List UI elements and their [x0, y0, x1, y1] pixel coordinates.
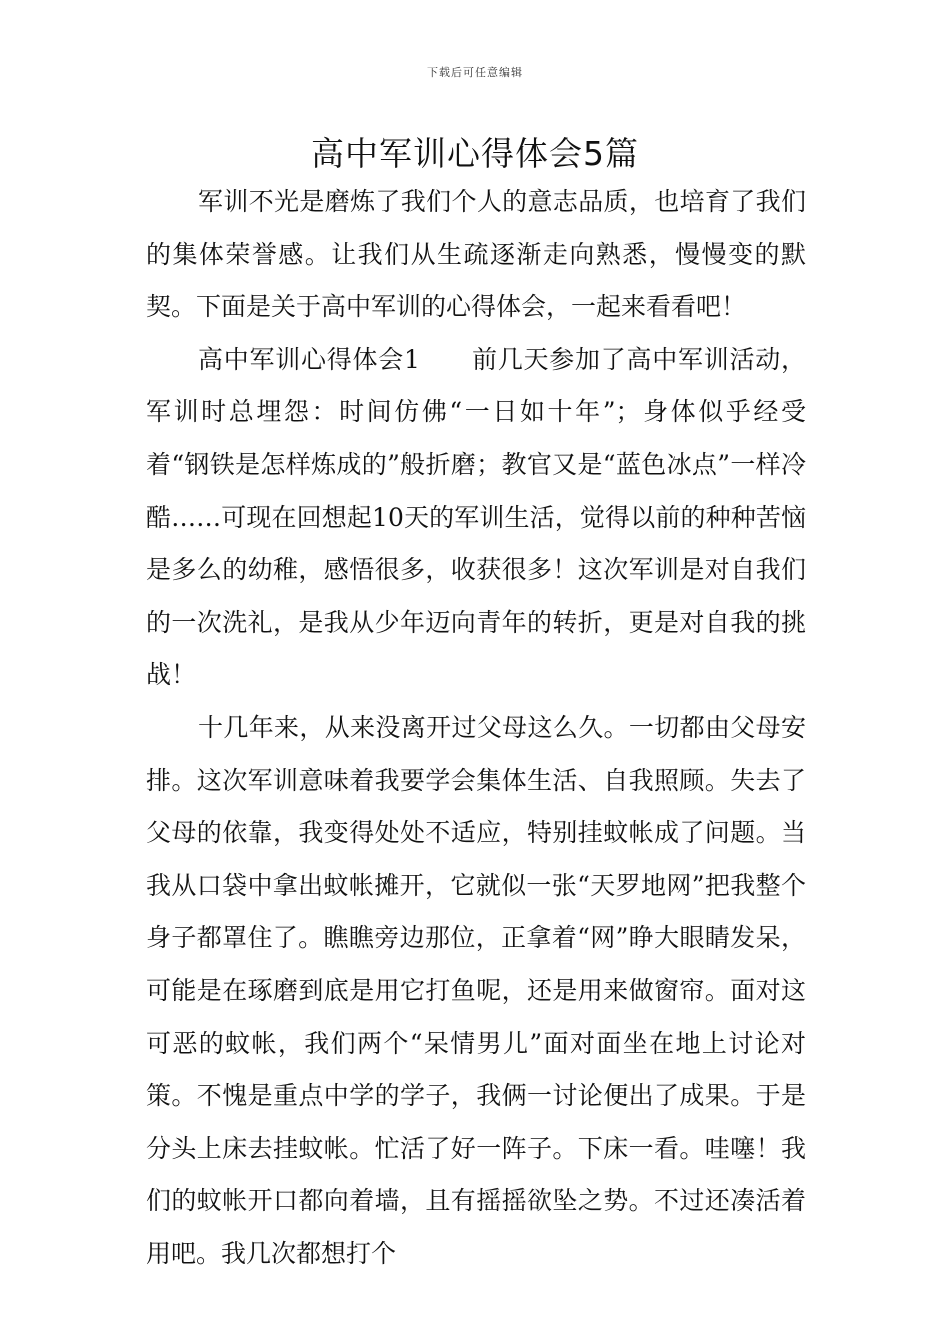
paragraph-essay-1-opening: 高中军训心得体会1 前几天参加了高中军训活动，军训时总埋怨：时间仿佛“一日如十年”；身体似乎经受着“钢铁是怎样炼成的”般折磨；教官又是“蓝色冰点”一样冷酷……可现在回想起10天的军训生活，觉得以前的种种苦恼是多么的幼稚，感悟很多，收获很多！这次军训是对自我们的一次洗礼，是我从少年迈向青年的转折，更是对自我的挑战！ [146, 344, 806, 690]
paragraph-intro: 军训不光是磨炼了我们个人的意志品质，也培育了我们的集体荣誉感。让我们从生疏逐渐走向熟悉，慢慢变的默契。下面是关于高中军训的心得体会，一起来看看吧！ [146, 187, 806, 322]
document-body [146, 176, 806, 1280]
document-title: 高中军训心得体会5篇 [311, 134, 639, 173]
paragraph-essay-1-body: 十几年来，从来没离开过父母这么久。一切都由父母安排。这次军训意味着我要学会集体生活、自我照顾。失去了父母的依靠，我变得处处不适应，特别挂蚊帐成了问题。当我从口袋中拿出蚊帐摊开，它就似一张“天罗地网”把我整个身子都罩住了。瞧瞧旁边那位，正拿着“网”睁大眼睛发呆，可能是在琢磨到底是用它打鱼呢，还是用来做窗帘。面对这可恶的蚊帐，我们两个“呆情男儿”面对面坐在地上讨论对策。不愧是重点中学的学子，我俩一讨论便出了成果。于是分头上床去挂蚊帐。忙活了好一阵子。下床一看。哇噻！我们的蚊帐开口都向着墙，且有摇摇欲坠之势。不过还凑活着用吧。我几次都想打个 [146, 712, 806, 1268]
header-note: 下载后可任意编辑 [427, 66, 523, 79]
